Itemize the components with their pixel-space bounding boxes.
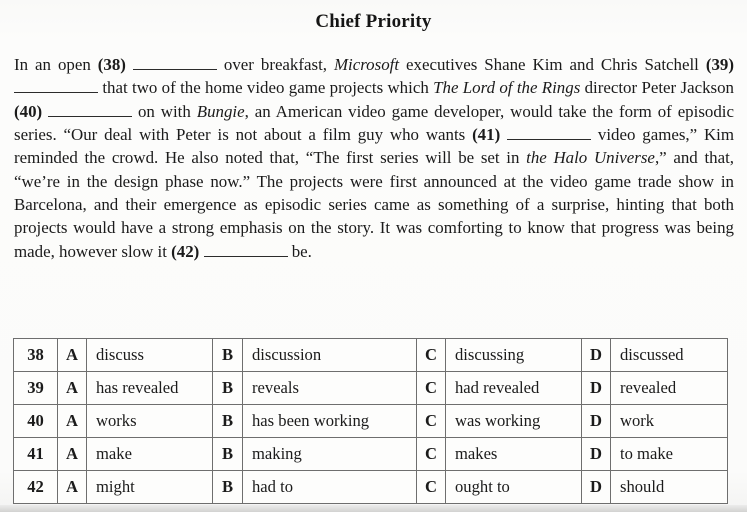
answer-table-body	[14, 339, 728, 504]
passage-text	[126, 55, 133, 74]
option-text-cell: has revealed	[87, 372, 213, 405]
option-letter-cell: B	[213, 405, 243, 438]
question-number-cell: 39	[14, 372, 58, 405]
passage-text: the Halo Universe	[526, 148, 655, 168]
answer-row	[14, 438, 728, 471]
answer-row	[14, 405, 728, 438]
option-text-cell: had revealed	[446, 372, 582, 405]
option-text-cell: was working	[446, 405, 582, 438]
answer-options-table	[13, 338, 728, 504]
passage-text: Microsoft	[333, 55, 400, 74]
passage-text: on with	[132, 101, 197, 121]
page-title: Chief Priority	[315, 11, 432, 32]
answer-row	[14, 372, 728, 405]
option-letter-cell: D	[582, 372, 611, 405]
passage-text: executives Shane Kim and Chris Satchell	[399, 55, 706, 74]
question-number-cell: 41	[14, 438, 58, 471]
option-text-cell: had to	[243, 471, 417, 504]
option-letter-cell: A	[58, 339, 87, 372]
passage-text: that two of the home video game projects which	[98, 78, 434, 98]
passage-text: , an American video game developer, would take the form of episodic series. “Our deal with Peter is not about a film guy who wants	[14, 101, 734, 145]
option-text-cell: makes	[446, 438, 582, 471]
option-text-cell: discuss	[87, 339, 213, 372]
question-number-cell: 38	[14, 339, 58, 372]
option-text-cell: to make	[611, 438, 728, 471]
option-letter-cell: C	[417, 372, 446, 405]
passage-text: director Peter Jackson	[580, 78, 734, 98]
passage-text: Bungie	[196, 101, 245, 121]
passage-text: be.	[287, 241, 312, 261]
option-letter-cell: B	[213, 339, 243, 372]
passage-text: ,” and that, “we’re in the design phase now.” The projects were first announced at the video game trade show in Barcelona, and their emergence as episodic series came as something of a surprise, hinting that both projects would have a strong emphasis on the story. It was comforting to know that progress was being made, however slow it	[14, 148, 734, 261]
option-text-cell: making	[243, 438, 417, 471]
question-number-cell: 40	[14, 405, 58, 438]
answer-blank	[133, 55, 217, 70]
option-letter-cell: D	[582, 339, 611, 372]
option-text-cell: work	[611, 405, 728, 438]
answer-blank	[507, 125, 591, 140]
passage	[14, 53, 734, 263]
question-number: (42)	[171, 241, 200, 261]
answer-blank	[48, 102, 132, 117]
passage-text: over breakfast,	[216, 55, 334, 74]
option-text-cell: should	[611, 471, 728, 504]
option-text-cell: revealed	[611, 372, 728, 405]
option-letter-cell: A	[58, 372, 87, 405]
answer-blank	[204, 242, 288, 257]
answer-row	[14, 339, 728, 372]
option-text-cell: discussing	[446, 339, 582, 372]
passage-text	[500, 125, 507, 144]
option-text-cell: make	[87, 438, 213, 471]
option-letter-cell: B	[213, 471, 243, 504]
passage-text: video games,” Kim reminded the crowd. He also noted that, “The first series will be set in	[14, 125, 734, 168]
question-number: (40)	[14, 101, 43, 121]
option-letter-cell: C	[417, 405, 446, 438]
option-text-cell: discussed	[611, 339, 728, 372]
passage-text: In an open	[14, 55, 98, 74]
option-letter-cell: C	[417, 471, 446, 504]
question-number-cell: 42	[14, 471, 58, 504]
option-letter-cell: A	[58, 471, 87, 504]
answer-row	[14, 471, 728, 504]
option-letter-cell: A	[58, 405, 87, 438]
option-text-cell: might	[87, 471, 213, 504]
option-letter-cell: D	[582, 438, 611, 471]
option-letter-cell: B	[213, 438, 243, 471]
option-letter-cell: B	[213, 372, 243, 405]
option-letter-cell: D	[582, 405, 611, 438]
question-number: (41)	[472, 125, 501, 145]
page-edge-shadow	[0, 505, 747, 512]
question-number: (39)	[705, 55, 734, 74]
option-letter-cell: C	[417, 339, 446, 372]
option-letter-cell: C	[417, 438, 446, 471]
question-number: (38)	[97, 55, 126, 74]
option-text-cell: reveals	[243, 372, 417, 405]
option-text-cell: has been working	[243, 405, 417, 438]
answer-blank	[14, 78, 98, 93]
option-text-cell: discussion	[243, 339, 417, 372]
option-text-cell: ought to	[446, 471, 582, 504]
passage-text: The Lord of the Rings	[433, 78, 581, 98]
option-text-cell: works	[87, 405, 213, 438]
option-letter-cell: A	[58, 438, 87, 471]
option-letter-cell: D	[582, 471, 611, 504]
